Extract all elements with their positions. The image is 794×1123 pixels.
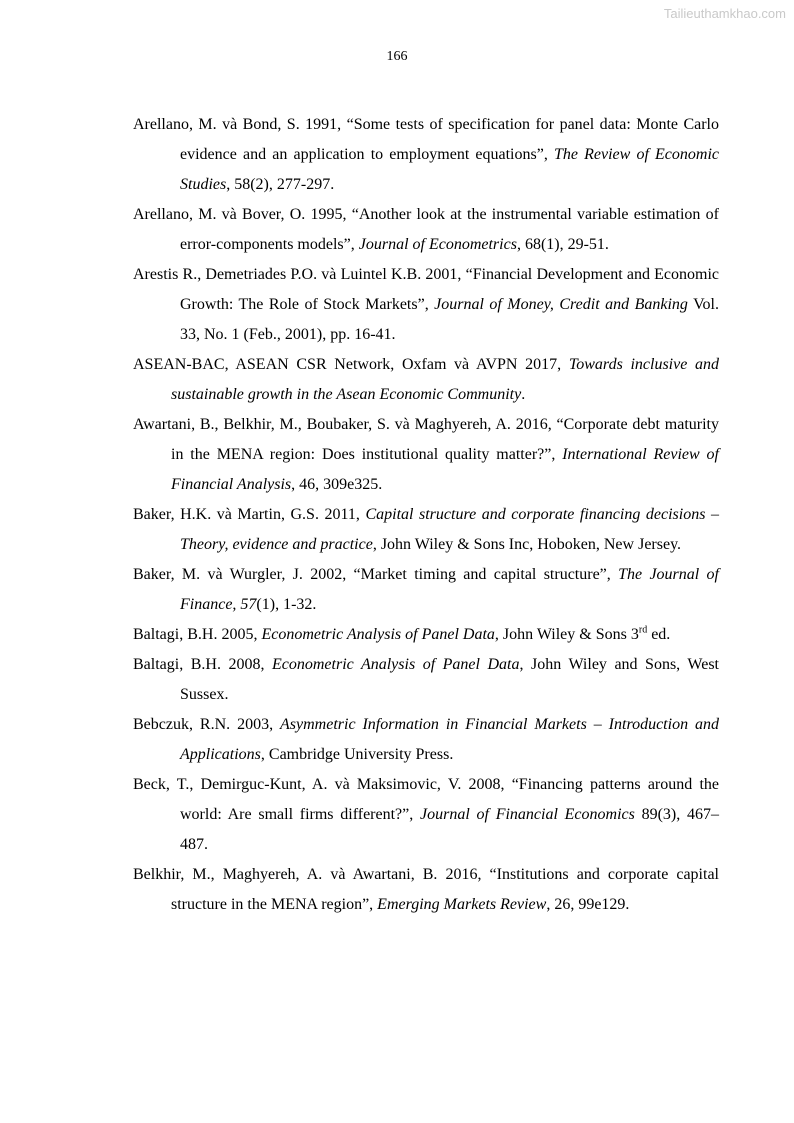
journal-title: Journal of Econometrics [358, 236, 517, 253]
reference-entry [133, 770, 719, 860]
journal-title: The Review of Economic Studies [180, 146, 719, 193]
superscript: rd [638, 624, 648, 636]
journal-title: International Review of Financial Analysis [171, 446, 720, 493]
reference-entry [133, 620, 719, 650]
reference-text: , John Wiley & Sons 3 [494, 626, 639, 643]
reference-text: Arellano, M. và Bond, S. 1991, “Some tests of specification for panel data: Monte Carlo evidence and an application to employment equations”, [133, 116, 719, 163]
book-title: Asymmetric Information in Financial Markets – Introduction and Applications [180, 716, 720, 763]
watermark: Tailieuthamkhao.com [663, 6, 786, 21]
reference-text: Baker, M. và Wurgler, J. 2002, “Market timing and capital structure”, [133, 566, 619, 583]
reference-entry [133, 500, 719, 560]
reference-entry [133, 200, 719, 260]
reference-text: Baltagi, B.H. 2008, [133, 656, 272, 673]
reference-text: 89(3), 467–487. [180, 806, 719, 853]
reference-text: Arestis R., Demetriades P.O. và Luintel K.B. 2001, “Financial Development and Economic Growth: The Role of Stock Markets”, [133, 266, 719, 313]
page-number: 166 [386, 49, 408, 64]
book-title: Capital structure and corporate financing decisions – Theory, evidence and practice [180, 506, 719, 553]
reference-text: Bebczuk, R.N. 2003, [133, 716, 281, 733]
reference-text: , 46, 309e325. [291, 476, 383, 493]
reference-text: . [521, 386, 526, 403]
reference-entry [133, 560, 719, 620]
reference-text: Awartani, B., Belkhir, M., Boubaker, S. và Maghyereh, A. 2016, “Corporate debt maturity in the MENA region: Does institutional quality matter?”, [133, 416, 719, 463]
book-title: Towards inclusive and sustainable growth in the Asean Economic Community [171, 356, 720, 403]
book-title: Econometric Analysis of Panel Data [271, 656, 520, 673]
reference-entry [133, 710, 719, 770]
reference-entry [133, 410, 719, 500]
reference-text: ed. [647, 626, 671, 643]
reference-text: ASEAN-BAC, ASEAN CSR Network, Oxfam và AVPN 2017, [133, 356, 569, 373]
reference-text: Beck, T., Demirguc-Kunt, A. và Maksimovic, V. 2008, “Financing patterns around the world: Are small firms different?”, [133, 776, 719, 823]
reference-text: Baker, H.K. và Martin, G.S. 2011, [133, 506, 366, 523]
reference-text: , 58(2), 277-297. [226, 176, 335, 193]
reference-entry [133, 110, 719, 200]
reference-text: Vol. 33, No. 1 (Feb., 2001), pp. 16-41. [180, 296, 720, 343]
journal-title: Journal of Money, Credit and Banking [434, 296, 688, 313]
reference-text: , John Wiley & Sons Inc, Hoboken, New Jersey. [372, 536, 682, 553]
reference-entry [133, 260, 719, 350]
reference-text: Baltagi, B.H. 2005, [133, 626, 262, 643]
reference-list [133, 110, 719, 920]
journal-title: The Journal of Finance, 57 [180, 566, 720, 613]
reference-entry [133, 650, 719, 710]
reference-text: (1), 1-32. [256, 596, 317, 613]
reference-entry [133, 350, 719, 410]
journal-title: Journal of Financial Economics [420, 806, 635, 823]
reference-text: , 68(1), 29-51. [516, 236, 609, 253]
reference-text: , Cambridge University Press. [260, 746, 454, 763]
reference-text: , 26, 99e129. [546, 896, 630, 913]
journal-title: Emerging Markets Review [377, 896, 547, 913]
reference-text: Arellano, M. và Bover, O. 1995, “Another look at the instrumental variable estimation of error-components models”, [133, 206, 719, 253]
reference-text: , John Wiley and Sons, West Sussex. [180, 656, 719, 703]
reference-entry [133, 860, 719, 920]
reference-text: Belkhir, M., Maghyereh, A. và Awartani, B. 2016, “Institutions and corporate capital structure in the MENA region”, [133, 866, 719, 913]
book-title: Econometric Analysis of Panel Data [261, 626, 495, 643]
